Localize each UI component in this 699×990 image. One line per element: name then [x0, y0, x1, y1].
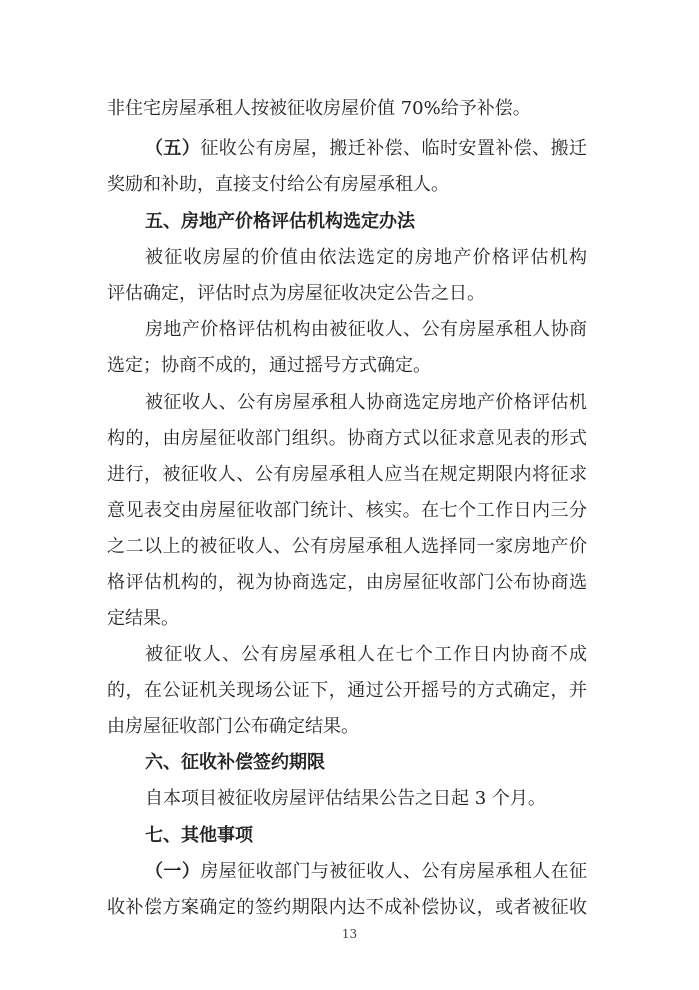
paragraph-line: 被征收人、公有房屋承租人在七个工作日内协商不成 [145, 644, 587, 665]
paragraph-line: 之二以上的被征收人、公有房屋承租人选择同一家房地产价 [107, 536, 587, 557]
paragraph-line: 收补偿方案确定的签约期限内达不成补偿协议，或者被征收 [107, 897, 587, 918]
paragraph-line: 意见表交由房屋征收部门统计、核实。在七个工作日内三分 [107, 500, 587, 521]
section-heading: 七、其他事项 [145, 825, 253, 846]
paragraph-line: 的，在公证机关现场公证下，通过公开摇号的方式确定，并 [107, 680, 587, 701]
paragraph-line: 奖励和补助，直接支付给公有房屋承租人。 [107, 174, 449, 195]
item-marker: （五） [145, 138, 201, 159]
paragraph-line: 选定；协商不成的，通过摇号方式确定。 [107, 355, 431, 376]
section-heading: 六、征收补偿签约期限 [145, 752, 325, 773]
paragraph-line: 构的，由房屋征收部门组织。协商方式以征求意见表的形式 [107, 428, 587, 449]
paragraph-line: 定结果。 [107, 608, 179, 629]
item-text: 房屋征收部门与被征收人、公有房屋承租人在征 [200, 861, 588, 882]
paragraph-line: 进行，被征收人、公有房屋承租人应当在规定期限内将征求 [107, 464, 587, 485]
paragraph-line-item-5 [145, 137, 587, 161]
page-number: 13 [341, 927, 358, 941]
paragraph-line: 由房屋征收部门公布确定结果。 [107, 716, 359, 737]
paragraph-line: 被征收房屋的价值由依法选定的房地产价格评估机构 [145, 247, 587, 268]
paragraph-line: 被征收人、公有房屋承租人协商选定房地产价格评估机 [145, 392, 587, 413]
paragraph-line: 格评估机构的，视为协商选定，由房屋征收部门公布协商选 [107, 572, 587, 593]
paragraph-line: 评估确定，评估时点为房屋征收决定公告之日。 [107, 283, 485, 304]
paragraph-line: 自本项目被征收房屋评估结果公告之日起 3 个月。 [145, 788, 546, 809]
paragraph-line: 房地产价格评估机构由被征收人、公有房屋承租人协商 [145, 319, 587, 340]
paragraph-line: 非住宅房屋承租人按被征收房屋价值 70%给予补偿。 [107, 98, 531, 119]
item-text: 征收公有房屋，搬迁补偿、临时安置补偿、搬迁 [200, 138, 588, 159]
item-marker: （一） [145, 861, 201, 882]
paragraph-line-item-1 [145, 860, 587, 884]
section-heading: 五、房地产价格评估机构选定办法 [145, 211, 415, 232]
